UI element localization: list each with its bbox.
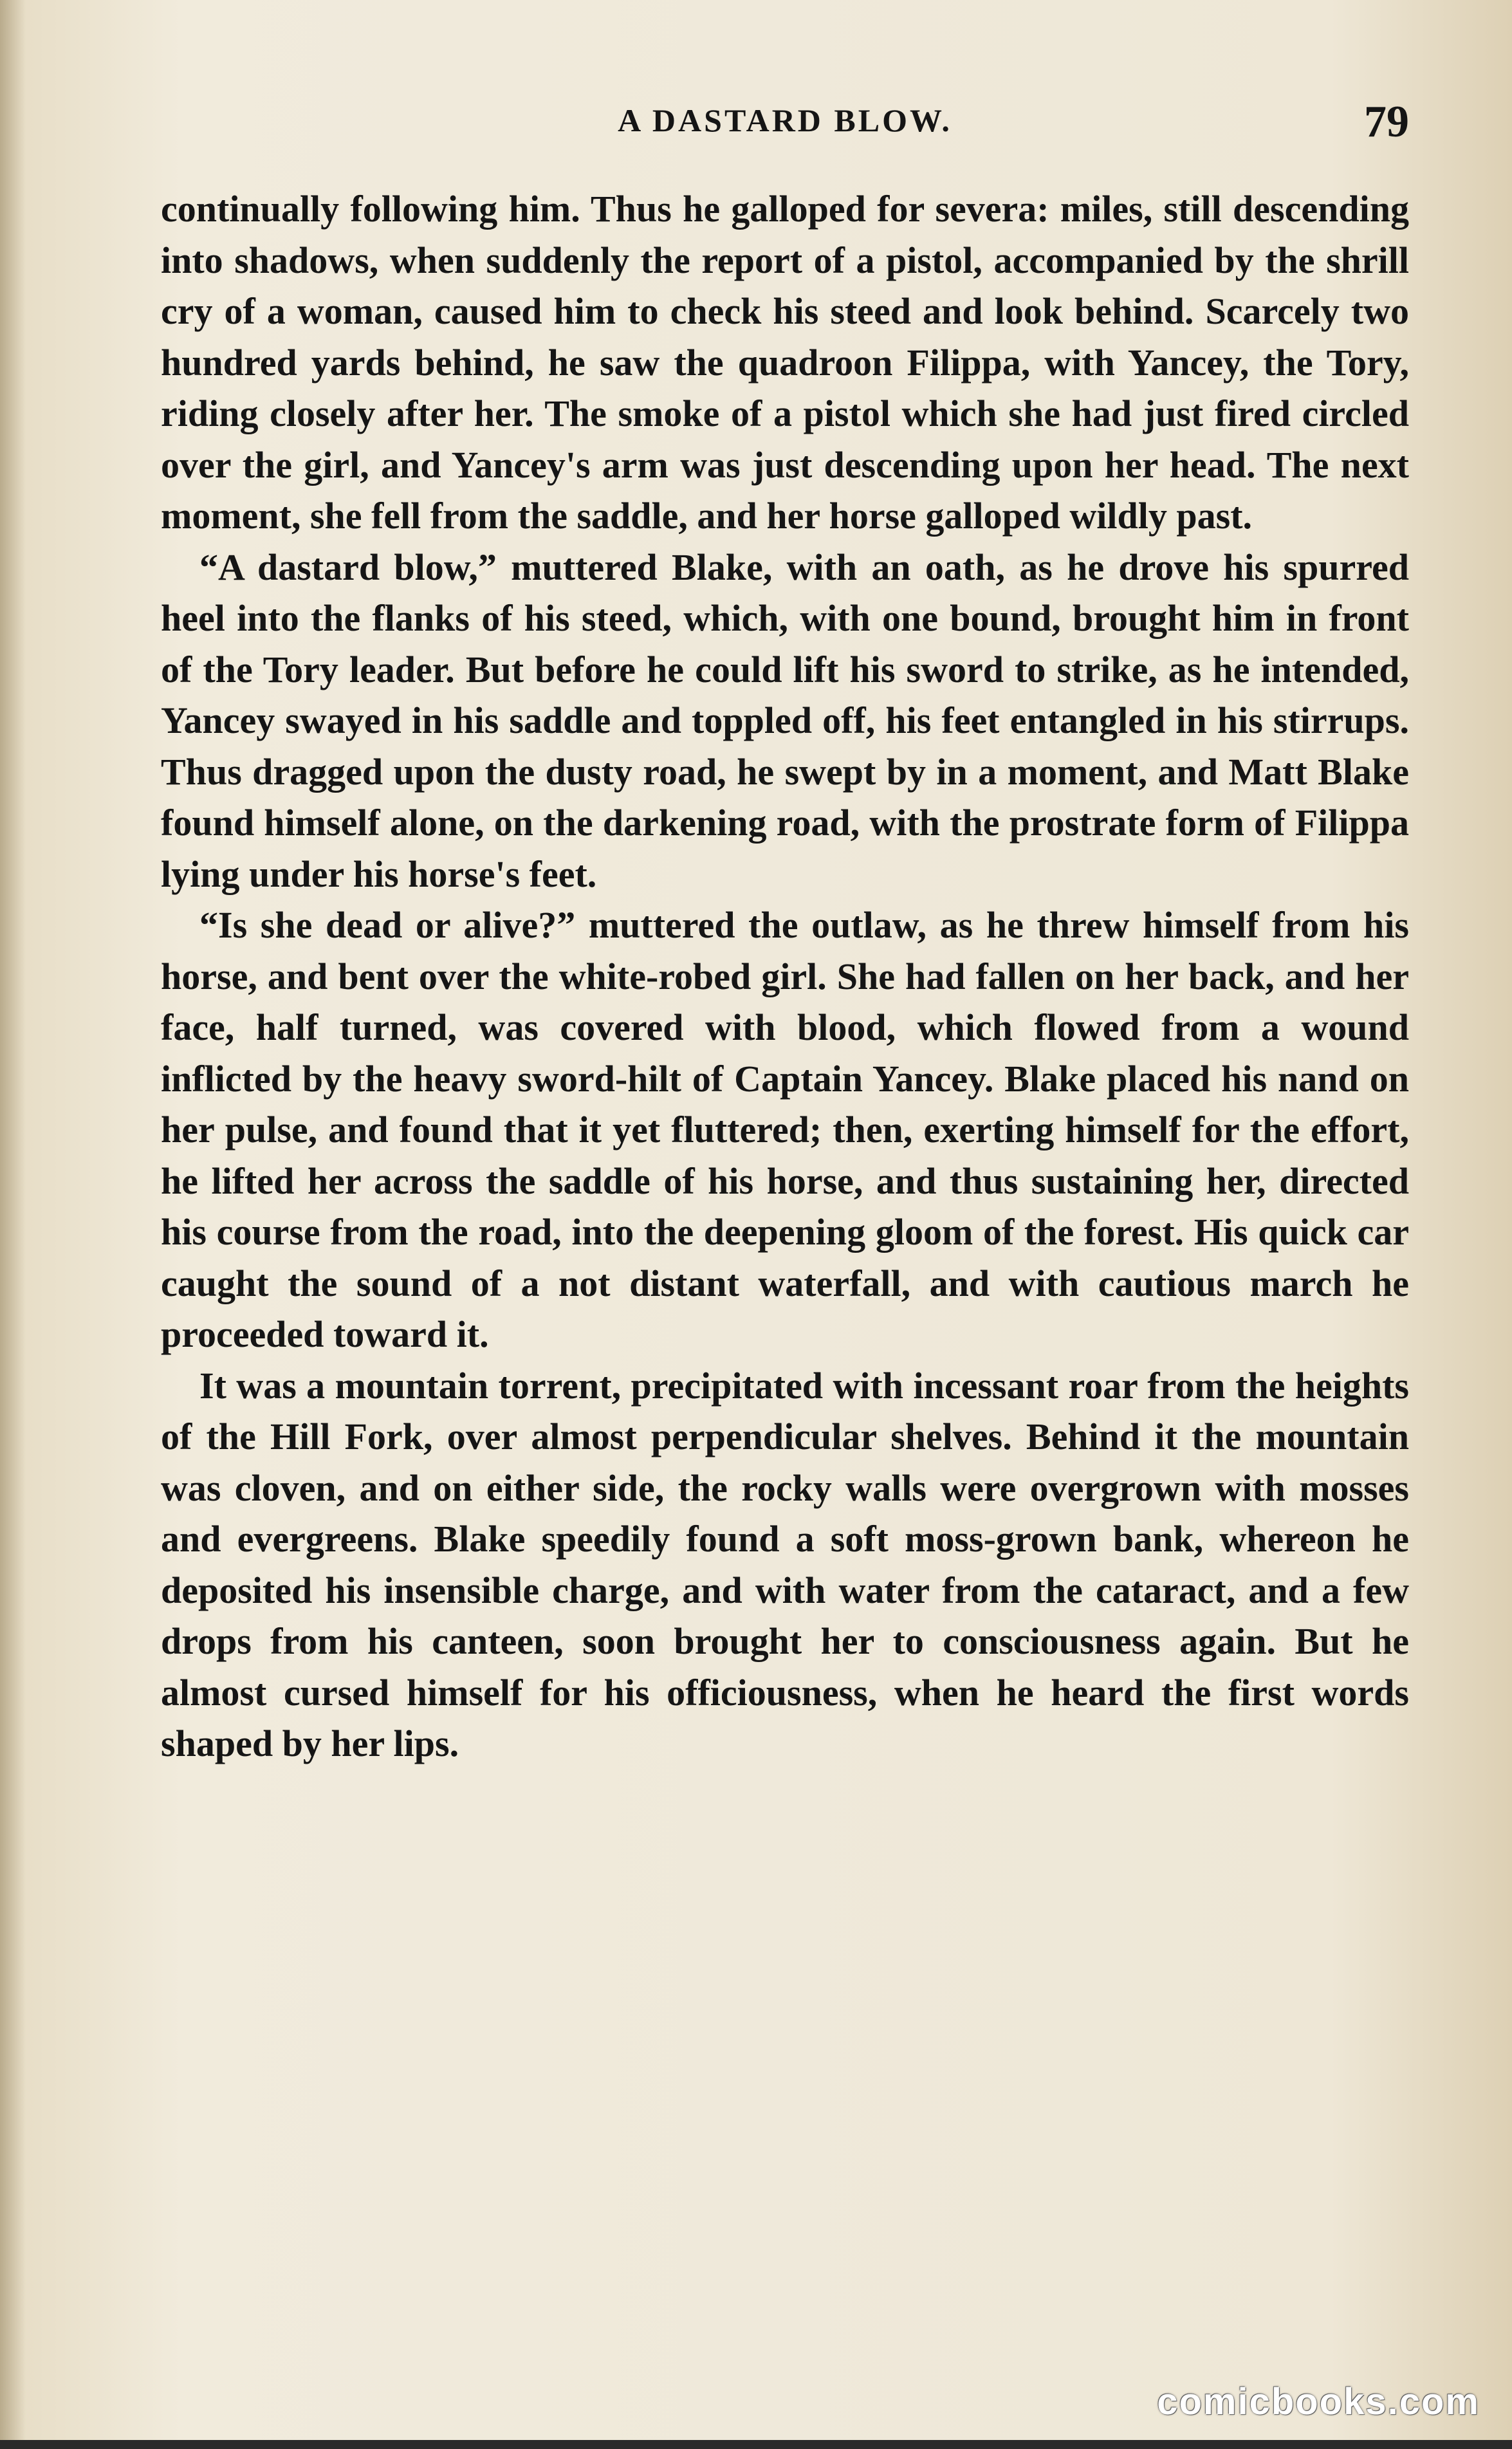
paragraph: “A dastard blow,” muttered Blake, with an oath, as he drove his spurred heel into the flanks of his steed, which, with one bound, brought him in front of the Tory leader. But before he could lift his sword to strike, as he intended, Yancey swayed in his saddle and toppled off, his feet entangled in his stirrups. Thus dragged upon the dusty road, he swept by in a moment, and Matt Blake found himself alone, on the darkening road, with the prostrate form of Filippa lying under his horse's feet. xyxy=(161,546,1409,895)
running-head: A DASTARD BLOW. xyxy=(618,102,952,138)
watermark: comicbooks.com xyxy=(1157,2381,1480,2423)
bottom-edge xyxy=(0,2440,1512,2449)
page-gutter-shadow xyxy=(0,0,26,2449)
page-number: 79 xyxy=(1364,97,1409,147)
paragraph: It was a mountain torrent, precipitated with incessant roar from the heights of the Hill Fork, over almost perpendicular shelves. Behind it the mountain was cloven, and on either side, the rocky walls were overgrown with mosses and evergreens. Blake speedily found a soft moss-grown bank, whereon he deposited his insensible charge, and with water from the cataract, and a few drops from his canteen, soon brought her to consciousness again. But he almost cursed himself for his officiousness, when he heard the first words shaped by her lips. xyxy=(161,1364,1409,1764)
page-header xyxy=(161,97,1409,148)
paragraph: continually following him. Thus he galloped for severa: miles, still descending into shadows, when suddenly the report of a pistol, accompanied by the shrill cry of a woman, caused him to check his steed and look behind. Scarcely two hundred yards behind, he saw the quadroon Filippa, with Yancey, the Tory, riding closely after her. The smoke of a pistol which she had just fired circled over the girl, and Yancey's arm was just descending upon her head. The next moment, she fell from the saddle, and her horse galloped wildly past. xyxy=(161,188,1409,537)
paragraph: “Is she dead or alive?” muttered the outlaw, as he threw himself from his horse, and bent over the white-robed girl. She had fallen on her back, and her face, half turned, was covered with blood, which flowed from a wound inflicted by the heavy sword-hilt of Captain Yancey. Blake placed his nand on her pulse, and found that it yet fluttered; then, exerting himself for the effort, he lifted her across the saddle of his horse, and thus sustaining her, directed his course from the road, into the deepening gloom of the forest. His quick car caught the sound of a not distant waterfall, and with cautious march he proceeded toward it. xyxy=(161,904,1409,1355)
body-text xyxy=(161,183,1409,1770)
